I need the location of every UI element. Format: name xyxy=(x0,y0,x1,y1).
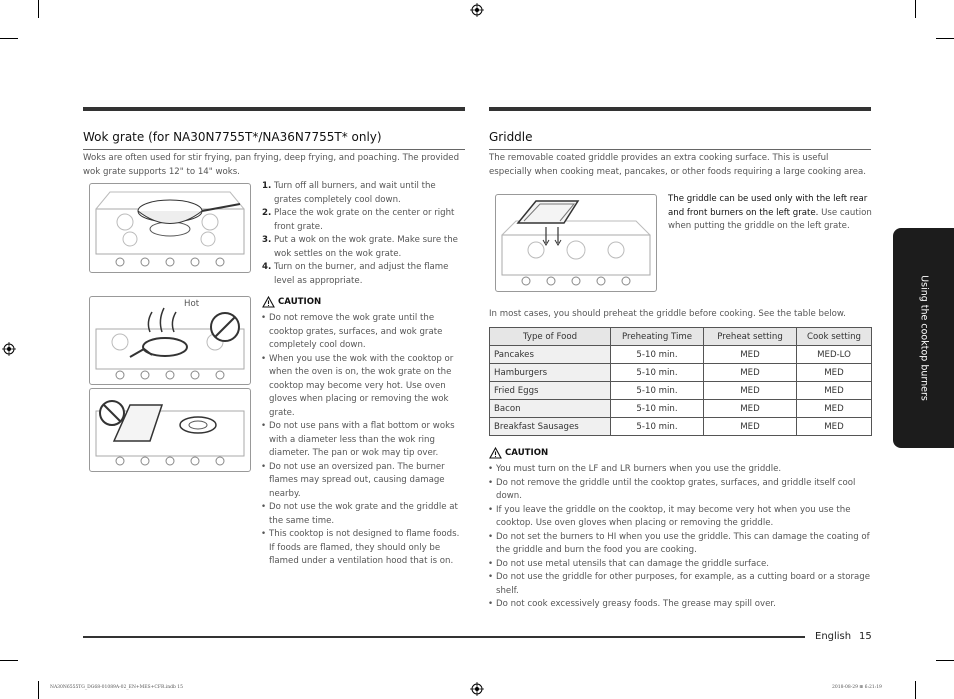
table-cell: 5-10 min. xyxy=(611,418,704,436)
crop-mark xyxy=(936,660,954,661)
print-slug-file: NA30N6555TG_DG68-01089A-02_EN+MES+CFR.indb 15 xyxy=(50,685,184,690)
wok-caution-list xyxy=(261,312,461,569)
section-title-griddle: Griddle xyxy=(489,130,533,144)
crop-mark xyxy=(936,38,954,39)
caution-heading-wok: CAUTION xyxy=(262,296,321,308)
column-bar-right xyxy=(489,107,871,111)
column-header: Cook setting xyxy=(797,328,872,346)
table-row xyxy=(490,418,872,436)
crop-mark xyxy=(38,0,39,18)
list-item: • Do not use metal utensils that can damage the griddle surface. xyxy=(488,558,872,572)
list-item: 3. Put a wok on the wok grate. Make sure the wok settles on the wok grate. xyxy=(262,235,458,259)
column-header: Type of Food xyxy=(490,328,611,346)
list-item: • Do not use an oversized pan. The burner flames may spread out, causing damage nearby. xyxy=(261,461,461,502)
table-row xyxy=(490,382,872,400)
caution-heading-griddle: CAUTION xyxy=(489,447,548,459)
wok-steps-list xyxy=(262,180,462,288)
hot-wok-grate-illustration xyxy=(89,296,251,385)
griddle-caution-list xyxy=(488,463,872,612)
table-cell: 5-10 min. xyxy=(611,364,704,382)
table-cell: MED xyxy=(704,418,797,436)
registration-mark-icon xyxy=(2,342,16,356)
list-item: • When you use the wok with the cooktop or when the oven is on, the wok grate on the cooktop may become very hot. Use oven gloves when placing or removing the wok grate. xyxy=(261,353,461,421)
footer-rule xyxy=(83,636,805,638)
griddle-placement-illustration xyxy=(495,194,657,292)
table-cell: 5-10 min. xyxy=(611,346,704,364)
table-cell: MED xyxy=(704,346,797,364)
table-row xyxy=(490,364,872,382)
footer-language: English xyxy=(815,631,852,642)
table-header-row xyxy=(490,328,872,346)
list-item: 2. Place the wok grate on the center or right front grate. xyxy=(262,208,455,232)
crop-mark xyxy=(915,0,916,18)
table-row xyxy=(490,400,872,418)
table-cell: Pancakes xyxy=(490,346,611,364)
table-cell: Breakfast Sausages xyxy=(490,418,611,436)
table-cell: Bacon xyxy=(490,400,611,418)
column-header: Preheating Time xyxy=(611,328,704,346)
list-item: • Do not use the wok grate and the griddle at the same time. xyxy=(261,501,461,528)
registration-mark-icon xyxy=(470,3,484,17)
griddle-intro-text: The removable coated griddle provides an extra cooking surface. This is useful especially when cooking meat, pancakes, or other foods requiring a large cooking area. xyxy=(489,153,866,177)
hot-label: Hot xyxy=(184,299,200,309)
column-header: Preheat setting xyxy=(704,328,797,346)
wok-intro-text: Woks are often used for stir frying, pan frying, deep frying, and poaching. The provided wok grate supports 12" to 14" woks. xyxy=(83,153,460,177)
list-item: • If you leave the griddle on the cooktop, it may become very hot when you use the cooktop. Use oven gloves when placing or removing the griddle. xyxy=(488,504,872,531)
table-cell: MED xyxy=(797,382,872,400)
list-item: • Do not use pans with a flat bottom or woks with a diameter less than the wok ring diameter. The pan or wok may tip over. xyxy=(261,420,461,461)
table-cell: MED xyxy=(797,400,872,418)
section-title-wok-grate: Wok grate (for NA30N7755T*/NA36N7755T* only) xyxy=(83,130,382,144)
crop-mark xyxy=(915,681,916,699)
list-item: • Do not set the burners to HI when you use the griddle. This can damage the coating of the griddle and burn the food you are cooking. xyxy=(488,531,872,558)
chapter-side-tab-label: Using the cooktop burners xyxy=(918,275,929,401)
table-cell: MED-LO xyxy=(797,346,872,364)
list-item: • Do not remove the wok grate until the cooktop grates, surfaces, and wok grate completely cool down. xyxy=(261,312,461,353)
table-cell: 5-10 min. xyxy=(611,400,704,418)
table-cell: MED xyxy=(704,382,797,400)
list-item: • Do not cook excessively greasy foods. The grease may spill over. xyxy=(488,598,872,612)
list-item: • Do not use the griddle for other purposes, for example, as a cutting board or a storage shelf. xyxy=(488,571,872,598)
list-item: • You must turn on the LF and LR burners when you use the griddle. xyxy=(488,463,872,477)
table-row xyxy=(490,346,872,364)
table-cell: MED xyxy=(797,364,872,382)
table-cell: 5-10 min. xyxy=(611,382,704,400)
section-rule xyxy=(83,149,465,150)
column-bar-left xyxy=(83,107,465,111)
preheat-table xyxy=(489,327,872,436)
registration-mark-icon xyxy=(470,682,484,696)
list-item: 4. Turn on the burner, and adjust the flame level as appropriate. xyxy=(262,262,449,286)
griddle-note-caution: Use caution when putting the griddle on the left grate. xyxy=(668,207,872,231)
griddle-note xyxy=(668,193,873,234)
list-item: • This cooktop is not designed to flame foods. If foods are flamed, they should only be flamed under a ventilation hood that is on. xyxy=(261,528,461,569)
wok-and-griddle-prohibited-illustration xyxy=(89,388,251,472)
table-cell: MED xyxy=(704,400,797,418)
table-cell: Fried Eggs xyxy=(490,382,611,400)
crop-mark xyxy=(0,660,18,661)
preheat-text: In most cases, you should preheat the griddle before cooking. See the table below. xyxy=(489,309,846,319)
crop-mark xyxy=(38,681,39,699)
table-cell: MED xyxy=(797,418,872,436)
page-number: 15 xyxy=(859,631,872,642)
chapter-side-tab xyxy=(893,228,954,448)
crop-mark xyxy=(0,38,18,39)
list-item: • Do not remove the griddle until the cooktop grates, surfaces, and griddle itself cool down. xyxy=(488,477,872,504)
print-slug-date: 2018-08-29 ⊞ 6:21:19 xyxy=(832,685,882,690)
list-item: 1. Turn off all burners, and wait until the grates completely cool down. xyxy=(262,181,436,205)
griddle-note-emphasis: The griddle can be used only with the left rear and front burners on the left grate. xyxy=(668,194,868,218)
wok-on-cooktop-illustration xyxy=(89,183,251,273)
warning-triangle-icon xyxy=(262,296,275,308)
section-rule xyxy=(489,149,871,150)
table-cell: Hamburgers xyxy=(490,364,611,382)
table-cell: MED xyxy=(704,364,797,382)
warning-triangle-icon xyxy=(489,447,502,459)
